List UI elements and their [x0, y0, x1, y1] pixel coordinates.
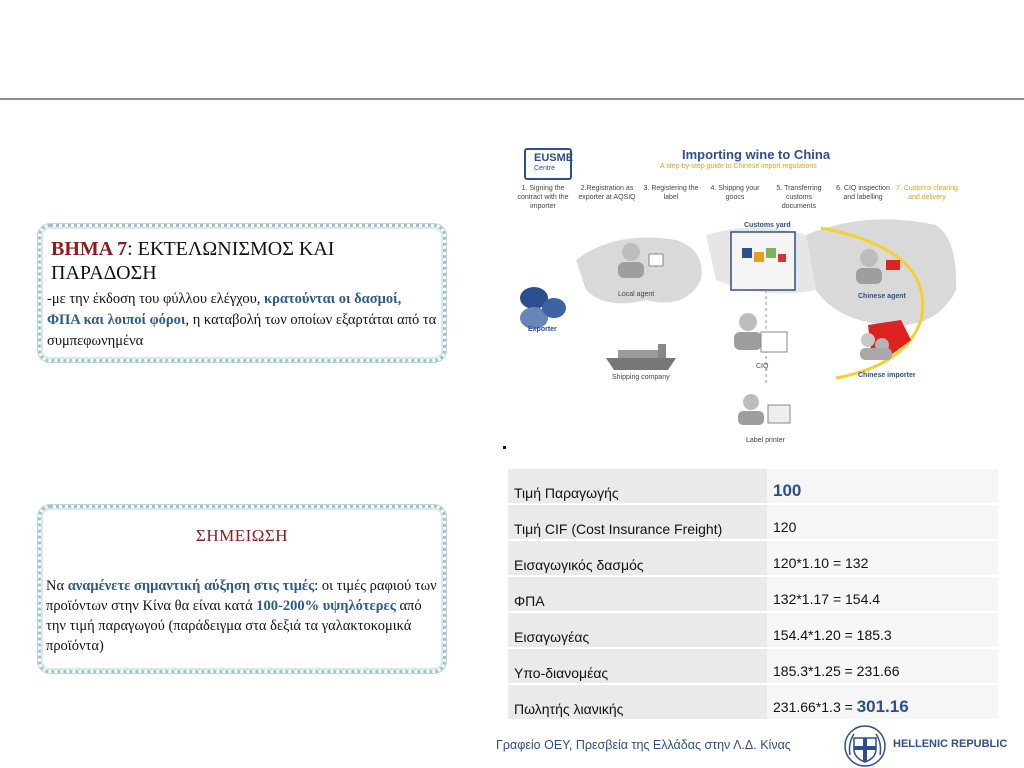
local-agent-label: Local agent [618, 291, 655, 298]
row-label: Εισαγωγέας [508, 612, 767, 648]
chinese-agent-label: Chinese agent [858, 293, 906, 300]
price-buildup-table [508, 469, 998, 721]
chinese-importer-icon [860, 320, 911, 360]
row-label: Υπο-διανομέας [508, 648, 767, 684]
china-flag-icon [886, 260, 900, 270]
exporter-label: Exporter [528, 326, 557, 333]
step-item: 5. Transferring customs documents [776, 185, 822, 210]
row-label: Πωλητής λιανικής [508, 684, 767, 720]
row-value: 231.66*1.3 = 301.16 [767, 684, 998, 720]
ciq-officer-icon [734, 313, 787, 352]
table-row [508, 612, 998, 648]
eusme-logo: EUSME Centre [524, 148, 572, 180]
ciq-label: CIQ [756, 363, 769, 370]
infographic-subtitle: A step-by-step guide to Chinese import regulations [660, 163, 817, 170]
chinese-importer-label: Chinese importer [858, 372, 916, 379]
footer-office-text: Γραφείο ΟΕΥ, Πρεσβεία της Ελλάδας στην Λ.Δ. Κίνας [496, 738, 791, 752]
table-row [508, 469, 998, 504]
container-icon [766, 248, 776, 258]
row-label: ΦΠΑ [508, 576, 767, 612]
note-title: ΣΗΜΕΙΩΣΗ [195, 526, 289, 545]
hellenic-republic-text: HELLENIC REPUBLIC [893, 738, 1008, 750]
label-printer-label: Label printer [746, 437, 785, 444]
row-value: 132*1.17 = 154.4 [767, 576, 998, 612]
step7-title: ΒΗΜΑ 7: ΕΚΤΕΛΩΝΙΣΜΟΣ ΚΑΙ ΠΑΡΑΔΟΣΗ [51, 238, 335, 284]
container-icon [754, 252, 764, 262]
row-label: Τιμή Παραγωγής [508, 469, 767, 504]
bullet-dot [503, 446, 506, 449]
table-row [508, 504, 998, 540]
wine-barrels-icon [520, 287, 566, 329]
step7-note-box [38, 224, 446, 362]
row-label: Εισαγωγικός δασμός [508, 540, 767, 576]
step-item: 6. CIQ inspection and labelling [836, 185, 890, 201]
step-item: 3. Registering the label [643, 185, 699, 201]
step-item: 2.Registration as exporter at AQSIQ [578, 185, 636, 201]
price-note-box [38, 505, 446, 673]
shipping-company-label: Shipping company [612, 374, 670, 381]
container-icon [742, 248, 752, 258]
table-row [508, 648, 998, 684]
table-row [508, 576, 998, 612]
note-body: Να αναμένετε σημαντική αύξηση στις τιμές: οι τιμές ραφιού των προϊόντων στην Κίνα θα είναι κατά 100-200% υψηλότερες από την τιμή παραγωγού (παράδειγμα στα δεξιά τα γαλακτοκομικά προϊόντα) [46, 578, 437, 654]
table-row [508, 540, 998, 576]
row-value: 185.3*1.25 = 231.66 [767, 648, 998, 684]
step-item: 1. Signing the contract with the importer [517, 185, 569, 210]
step-item: 4. Shippng your goocs [710, 185, 760, 201]
infographic-title: Importing wine to China [682, 147, 831, 162]
row-value: 100 [767, 469, 998, 504]
row-value: 120*1.10 = 132 [767, 540, 998, 576]
container-icon [778, 254, 786, 262]
row-label: Τιμή CIF (Cost Insurance Freight) [508, 504, 767, 540]
step-item: 7. Customs clearing and delivery [896, 185, 958, 201]
header-divider [0, 98, 1024, 100]
row-value: 154.4*1.20 = 185.3 [767, 612, 998, 648]
table-row [508, 684, 998, 720]
row-value: 120 [767, 504, 998, 540]
customs-yard-label: Customs yard [744, 222, 791, 229]
import-infographic [506, 140, 958, 448]
cargo-ship-icon [606, 344, 676, 370]
step7-body: -με την έκδοση του φύλλου ελέγχου, κρατούνται οι δασμοί, ΦΠΑ και λοιποί φόροι, η καταβολή των οποίων εξαρτάται από τα συμπεφωνημένα [47, 291, 437, 349]
label-printer-icon [738, 394, 790, 425]
greek-coat-of-arms-icon [844, 725, 886, 767]
